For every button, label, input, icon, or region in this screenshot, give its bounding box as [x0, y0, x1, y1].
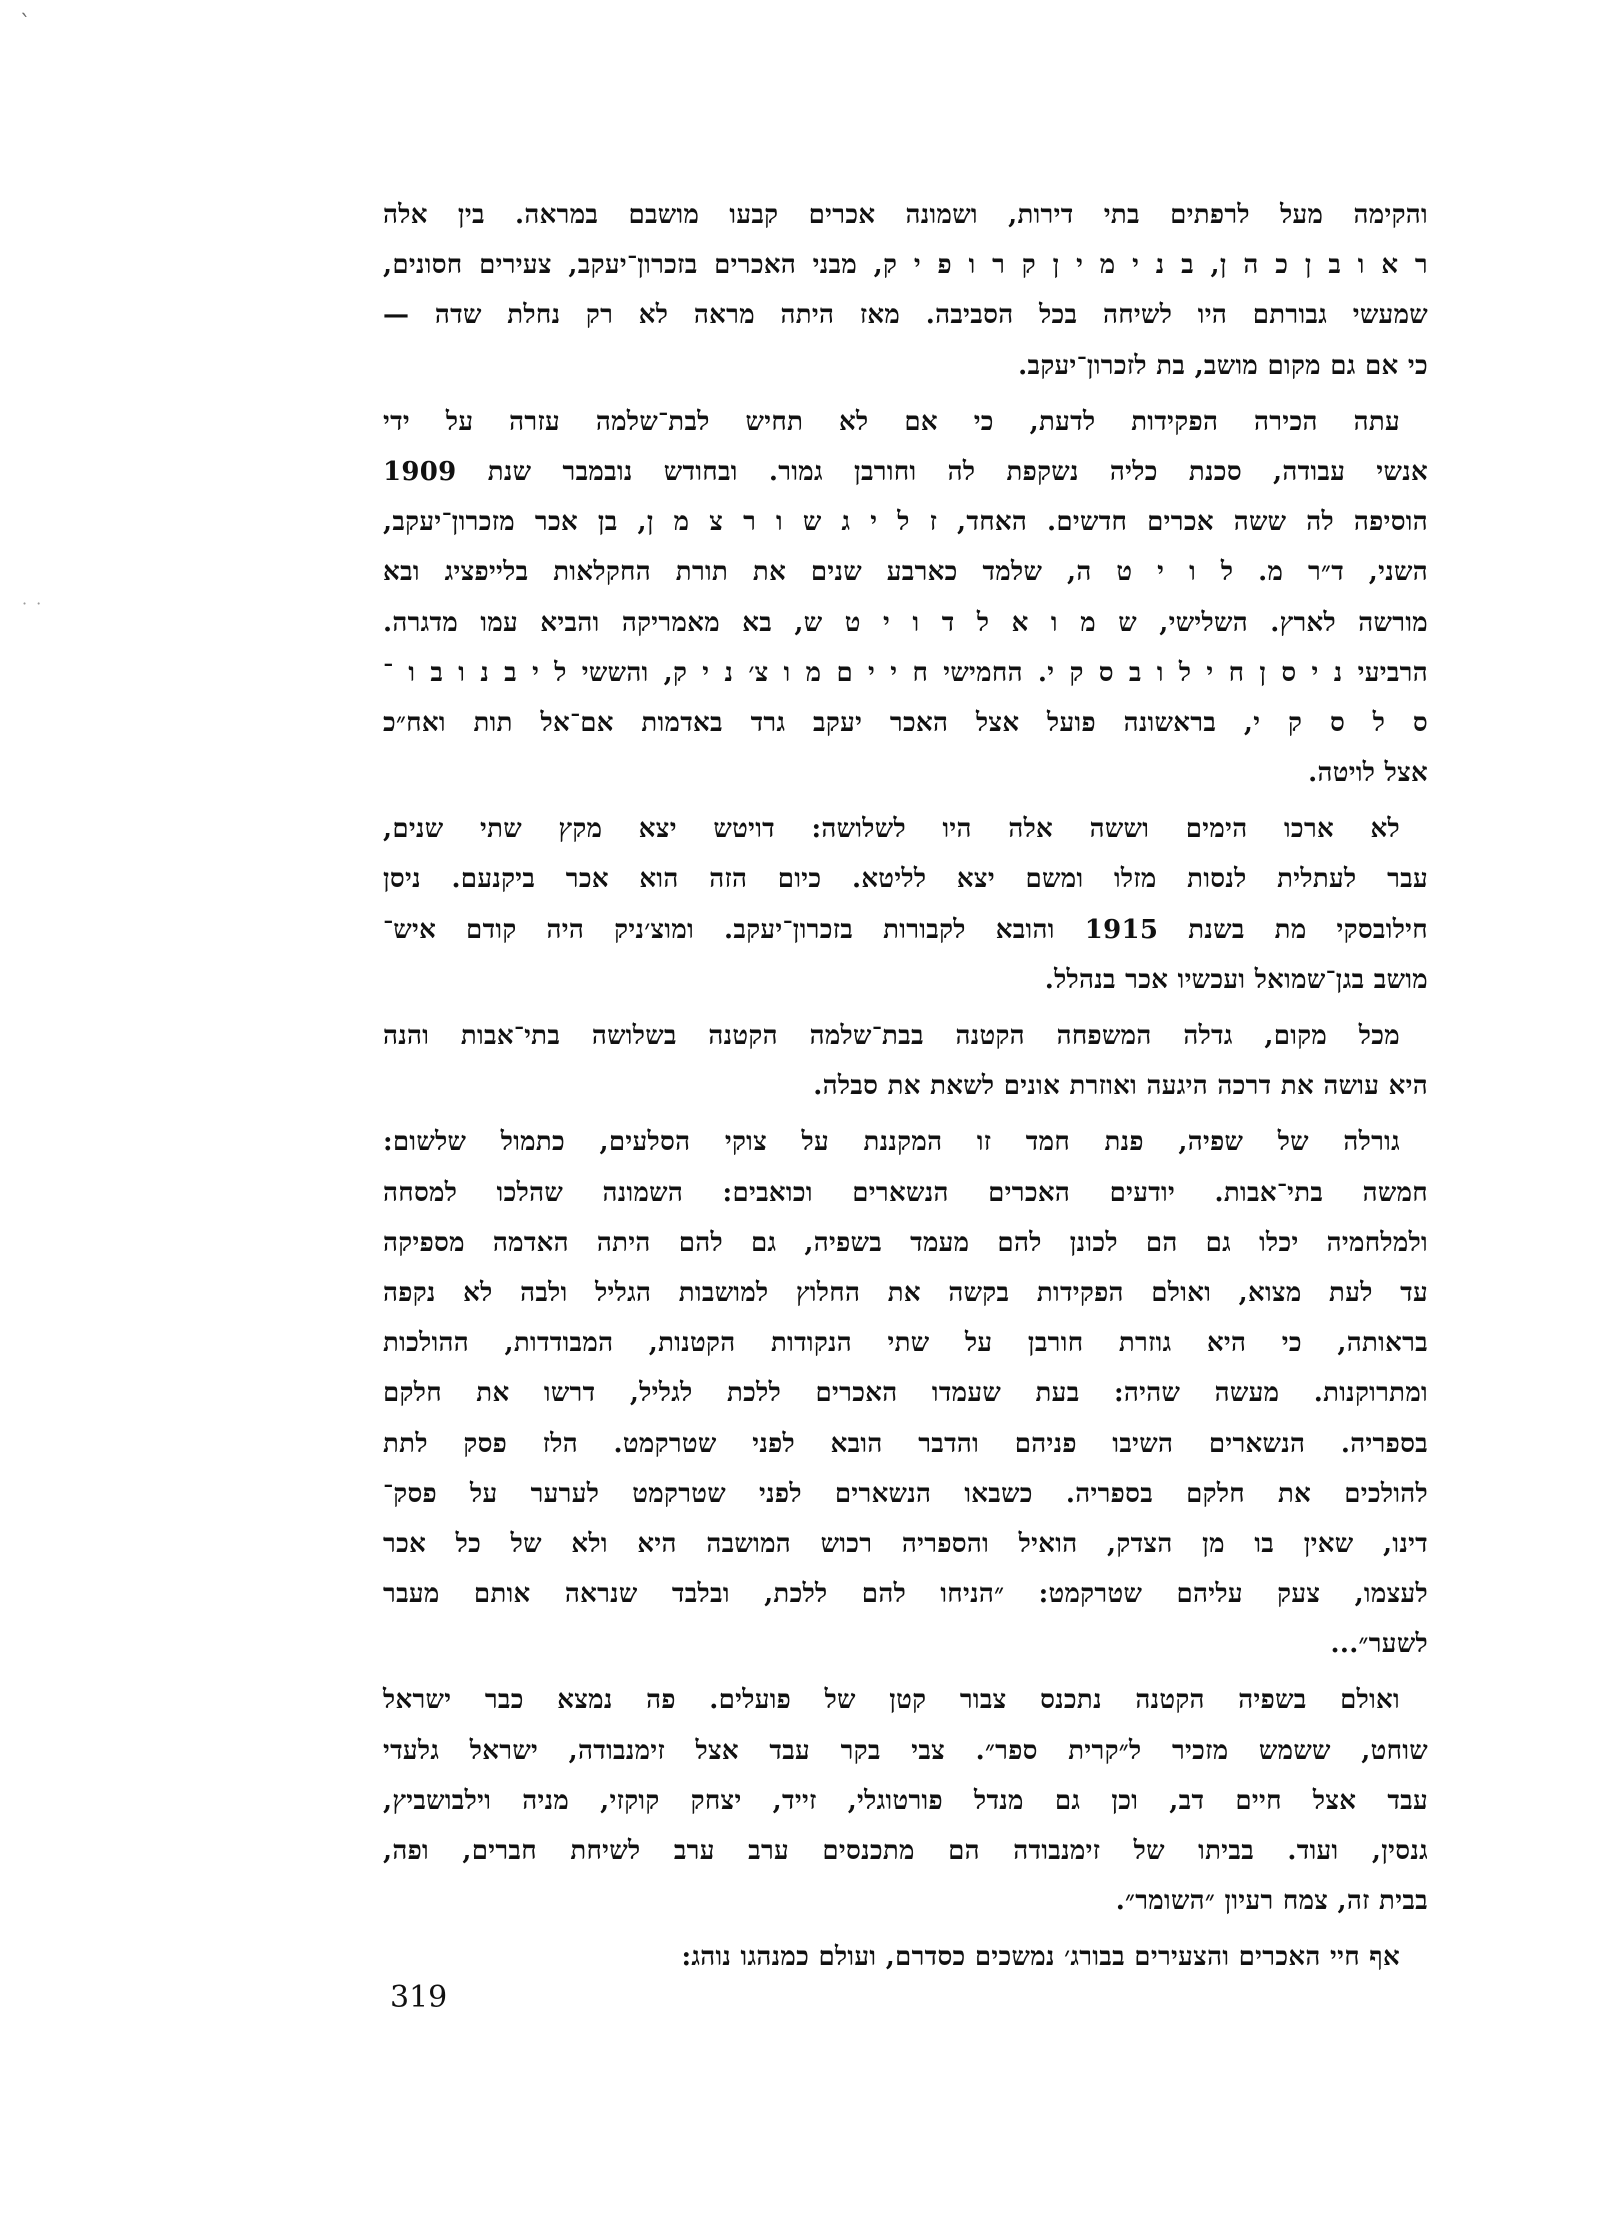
- text-line: כי אם גם מקום מושב, בת לזכרון־יעקב.: [1018, 350, 1428, 381]
- text-line: לא ארכו הימים וששה אלה היו לשלושה: דויטש יצא מקץ שתי שנים,: [383, 814, 1400, 845]
- text-line: לשער״...: [1330, 1629, 1428, 1660]
- text-line: ס ל ס ק י, בראשונה פועל אצל האכר יעקב גרד באדמות אם־אל תות ואח״כ: [383, 707, 1428, 738]
- text-line: בבית זה, צמח רעיון ״השומר״.: [1115, 1886, 1428, 1917]
- paragraph-7: [383, 1932, 1428, 1982]
- text-line: ואולם בשפיה הקטנה נתכנס צבור קטן של פועלים. פה נמצא כבר ישראל: [383, 1685, 1400, 1716]
- text-line: ולמלחמיה יכלו גם הם לכונן להם מעמד בשפיה, גם להם היתה האדמה מספיקה: [383, 1227, 1428, 1258]
- text-line: מורשה לארץ. השלישי, ש מ ו א ל ד ו י ט ש, בא מאמריקה והביא עמו מדגרה.: [383, 607, 1428, 638]
- text-line: בראותה, כי היא גוזרת חורבן על שתי הנקודות הקטנות, המבודדות, ההולכות: [383, 1328, 1428, 1359]
- text-line: השני, ד״ר מ. ל ו י ט ה, שלמד כארבע שנים את תורת החקלאות בלייפציג ובא: [383, 557, 1428, 588]
- text-line: עתה הכירה הפקידות לדעת, כי אם לא תחיש לבת־שלמה עזרה על ידי: [383, 406, 1400, 437]
- text-line: מושב בגן־שמואל ועכשיו אכר בנהלל.: [1044, 964, 1428, 995]
- scan-dust: · ·: [22, 594, 44, 613]
- text-line: לעצמו, צעק עליהם שטרקמט: ״הניחו להם ללכת, ובלבד שנראה אותם מעבר: [383, 1579, 1428, 1610]
- paragraph-2: [383, 397, 1428, 799]
- text-line: עבר לעתלית לנסות מזלו ומשם יצא לליטא. כיום הזה הוא אכר ביקנעם. ניסן: [383, 864, 1428, 895]
- text-line: מכל מקום, גדלה המשפחה הקטנה בבת־שלמה הקטנה בשלושה בתי־אבות והנה: [383, 1021, 1400, 1051]
- text-line: להולכים את חלקם בספריה. כשבאו הנשארים לפני שטרקמט לערער על פסק־: [383, 1478, 1428, 1509]
- text-line: גורלה של שפיה, פנת חמד זו המקננת על צוקי הסלעים, כתמול שלשום:: [383, 1127, 1400, 1158]
- page-number: 319: [390, 1980, 448, 2015]
- paragraph-4: [383, 1011, 1428, 1111]
- paragraph-3: [383, 804, 1428, 1005]
- text-line: שמעשי גבורתם היו לשיחה בכל הסביבה. מאז היתה מראה לא רק נחלת שדה —: [383, 300, 1428, 331]
- text-line: עבד אצל חיים דב, וכן גם מנדל פורטוגלי, זייד, יצחק קוקזי, מניה וילבושביץ,: [383, 1785, 1428, 1816]
- text-line: הוסיפה לה ששה אכרים חדשים. האחד, ז ל י ג ש ו ר צ מ ן, בן אכר מזכרון־יעקב,: [383, 507, 1428, 538]
- text-line: אצל לויטה.: [1308, 758, 1428, 789]
- text-line: הרביעי נ י ס ן ח י ל ו ב ס ק י. החמישי ח י י ם מ ו צ׳ נ י ק, והששי ל י ב נ ו ב ו ־: [383, 657, 1428, 688]
- text-line: ומתרוקנות. מעשה שהיה: בעת שעמדו האכרים ללכת לגליל, דרשו את חלקם: [383, 1378, 1428, 1409]
- paragraph-5: [383, 1117, 1428, 1669]
- text-line: שוחט, ששמש מזכיר ל״קרית ספר״. צבי בקר עבד אצל זימנבודה, ישראל גלעדי: [383, 1735, 1428, 1766]
- paragraph-6: [383, 1675, 1428, 1926]
- text-line: בספריה. הנשארים השיבו פניהם והדבר הובא לפני שטרקמט. הלז פסק לתת: [383, 1428, 1428, 1459]
- text-line: גנסין, ועוד. בביתו של זימנבודה הם מתכנסים ערב ערב לשיחת חברים, ופה,: [383, 1836, 1428, 1866]
- text-line: והקימה מעל לרפתים בתי דירות, ושמונה אכרים קבעו מושבם במראה. בין אלה: [383, 200, 1428, 230]
- body-text: [383, 190, 1428, 1989]
- paragraph-1: [383, 190, 1428, 391]
- text-line: דינו, שאין בו מן הצדק, הואיל והספריה רכוש המושבה היא ולא של כל אכר: [383, 1528, 1428, 1559]
- text-line: היא עושה את דרכה היגעה ואוזרת אונים לשאת את סבלה.: [813, 1071, 1428, 1102]
- scan-mark: ˋ: [20, 12, 31, 37]
- text-line: אף חיי האכרים והצעירים בבורג׳ נמשכים כסדרם, ועולם כמנהגו נוהג:: [681, 1942, 1400, 1973]
- text-line: חילובסקי מת בשנת 1915 והובא לקבורות בזכרון־יעקב. ומוצ׳ניק היה קודם איש־: [383, 914, 1428, 945]
- text-line: עד לעת מצוא, ואולם הפקידות בקשה את החלוץ למושבות הגליל ולבה לא נקפה: [383, 1277, 1428, 1308]
- text-line: אנשי עבודה, סכנת כליה נשקפת לה וחורבן גמור. ובחודש נובמבר שנת 1909: [383, 456, 1428, 487]
- text-line: חמשה בתי־אבות. יודעים האכרים הנשארים וכואבים: השמונה שהלכו למסחה: [383, 1177, 1428, 1208]
- text-line: ר א ו ב ן כ ה ן, ב נ י מ י ן ק ר ו פ י ק, מבני האכרים בזכרון־יעקב, צעירים חסונים,: [383, 250, 1428, 281]
